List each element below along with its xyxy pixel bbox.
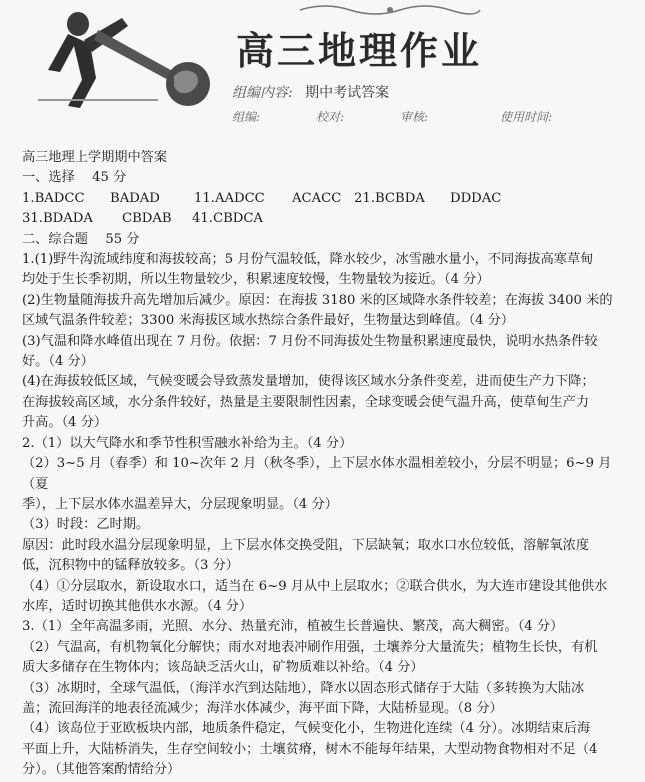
answer-line: (2)生物量随海拔升高先增加后减少。原因：在海拔 3180 米的区域降水条件较差；在海拔 3400 米的 [22, 292, 613, 308]
answer-line: 水库，适时切换其他供水水源。（4 分） [22, 598, 253, 614]
answer-line: （3）冰期时，全球气温低，（海洋水汽到达陆地），降水以固态形式储存于大陆（多转换为大陆冰 [22, 680, 585, 696]
answer-line: 分）。（其他答案酌情给分） [22, 762, 181, 778]
answer-line: 低，沉积物中的锰释放较多。（3 分） [22, 558, 239, 574]
content-value: 期中考试答案 [305, 85, 390, 101]
content-line [232, 82, 389, 102]
answer-line: 原因：此时段水温分层现象明显，上下层水体交换受阻，下层缺氧；取水口水位较低，溶解氧浓度 [22, 537, 590, 553]
answer-line: 平面上升，大陆桥消失，生存空间较小；土壤贫瘠，树木不能每年结果，大型动物食物相对不足（4 [22, 741, 598, 757]
field-compiler: 组编: [232, 110, 261, 124]
answer-line: 均处于生长季初期，所以生物量较少，积累速度较慢，生物量较为接近。（4 分） [22, 272, 490, 288]
worksheet-title: 高三地理作业 [236, 29, 483, 73]
field-reviewer: 审核: [400, 110, 429, 124]
choice-group: 21.BCBDA [354, 190, 425, 206]
answer-content [22, 148, 634, 781]
section-comprehensive-title: 二、综合题 55 分 [22, 231, 140, 247]
answer-line: (3)气温和降水峰值出现在 7 月份。依据：7 月份不同海拔处生物量积累速度最快，说明水热条件较 [22, 333, 598, 349]
choice-group: ACACC [292, 190, 342, 206]
answer-line: 2.（1）以大气降水和季节性积雪融水补给为主。（4 分） [22, 435, 353, 451]
field-proofreader: 校对: [316, 110, 345, 124]
choice-group: 31.BDADA [22, 211, 93, 227]
answer-line: 质大多储存在生物体内；该岛缺乏活火山，矿物质难以补给。（4 分） [22, 660, 424, 676]
choice-group: CBDAB [122, 211, 172, 227]
worksheet-header [0, 0, 645, 140]
mascot-logo [38, 0, 218, 110]
section-choice-title: 一、选择 45 分 [22, 170, 127, 186]
answer-line: （3）时段：乙时期。 [22, 517, 150, 533]
answer-line: (4)在海拔较低区域，气候变暖会导致蒸发量增加，使得该区域水分条件变差，进而使生产力下降； [22, 374, 595, 390]
answer-line: 在海拔较高区域，水分条件较好，热量是主要限制性因素，全球变暖会使气温升高，使草甸生产力 [22, 394, 590, 410]
answer-line: 1.(1)野牛沟流域纬度和海拔较高；5 月份气温较低，降水较少，冰雪融水量小，不同海拔高寒草甸 [22, 252, 594, 268]
answer-heading: 高三地理上学期期中答案 [22, 150, 168, 165]
answer-line: 好。（4 分） [22, 354, 94, 370]
ornament-divider [295, 2, 485, 18]
answer-line: （2）3~5 月（春季）和 10~次年 2 月（秋冬季），上下层水体水温相差较小，分层不明显；6~9 月（夏 [22, 456, 612, 492]
meta-fields [232, 108, 552, 125]
choice-answers-row-2 [22, 209, 634, 229]
answer-lines [22, 250, 634, 781]
answer-line: 区域气温条件较差；3300 米海拔区域水热综合条件最好，生物量达到峰值。（4 分） [22, 313, 515, 329]
choice-group: BADAD [110, 190, 160, 206]
choice-group: 11.AADCC [194, 190, 265, 206]
choice-group: 41.CBDCA [192, 211, 263, 227]
choice-group: DDDAC [450, 190, 502, 206]
field-usage-time: 使用时间: [500, 110, 553, 124]
content-label: 组编内容: [232, 85, 293, 101]
answer-line: （4）该岛位于亚欧板块内部，地质条件稳定，气候变化小，生物进化连续（4 分）。冰期结束后海 [22, 721, 591, 737]
answer-line: 季），上下层水体水温差异大，分层现象明显。（4 分） [22, 496, 338, 512]
choice-group: 1.BADCC [22, 190, 85, 206]
answer-line: 盖；流回海洋的地表径流减少；海洋水体减少，海平面下降，大陆桥显现。（8 分） [22, 700, 503, 716]
answer-line: 升高。（4 分） [22, 415, 108, 431]
answer-line: （4）①分层取水，新设取水口，适当在 6~9 月从中上层取水；②联合供水，为大连市建设其他供水 [22, 578, 608, 594]
answer-line: （2）气温高，有机物氧化分解快；雨水对地表冲刷作用强，土壤养分大量流失；植物生长快，有机 [22, 639, 598, 655]
choice-answers-row-1 [22, 189, 634, 209]
answer-line: 3.（1）全年高温多雨，光照、水分、热量充沛，植被生长普遍快、繁茂，高大稠密。（4 分） [22, 619, 564, 635]
